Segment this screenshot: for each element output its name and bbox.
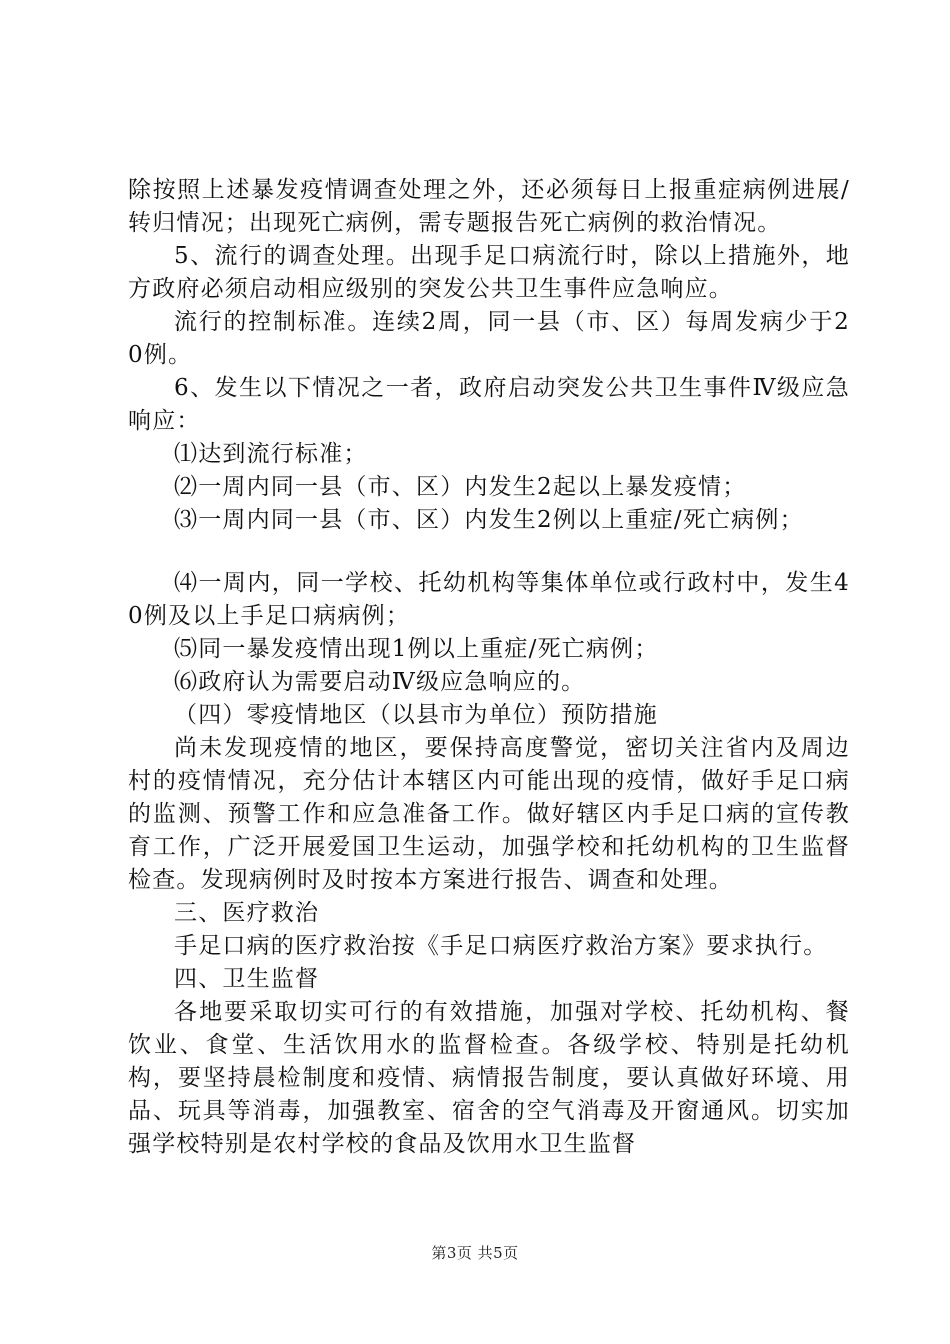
section-heading: （四）零疫情地区（以县市为单位）预防措施 [174,702,658,728]
paragraph: 5、流行的调查处理。出现手足口病流行时，除以上措施外，地方政府必须启动相应级别的突发公共卫生事件应急响应。 [128,243,850,302]
paragraph: 流行的控制标准。连续2周，同一县（市、区）每周发病少于20例。 [128,309,850,368]
list-item: ⑷一周内，同一学校、托幼机构等集体单位或行政村中，发生40例及以上手足口病病例； [128,570,850,629]
page-number-footer: 第3页 共5页 [431,1244,519,1262]
section-heading: 三、医疗救治 [174,900,320,926]
list-item: ⑵一周内同一县（市、区）内发生2起以上暴发疫情； [174,474,747,500]
body-text [128,174,850,1161]
paragraph: 尚未发现疫情的地区，要保持高度警觉，密切关注省内及周边村的疫情情况，充分估计本辖区内可能出现的疫情，做好手足口病的监测、预警工作和应急准备工作。做好辖区内手足口病的宣传教育工作，广泛开展爱国卫生运动，加强学校和托幼机构的卫生监督检查。发现病例时及时按本方案进行报告、调查和处理。 [128,735,850,893]
list-item: ⑹政府认为需要启动Ⅳ级应急响应的。 [174,669,586,695]
paragraph: 除按照上述暴发疫情调查处理之外，还必须每日上报重症病例进展/转归情况；出现死亡病例，需专题报告死亡病例的救治情况。 [128,177,850,236]
paragraph: 各地要采取切实可行的有效措施，加强对学校、托幼机构、餐饮业、食堂、生活饮用水的监督检查。各级学校、特别是托幼机构，要坚持晨检制度和疫情、病情报告制度，要认真做好环境、用品、玩具等消毒，加强教室、宿舍的空气消毒及开窗通风。切实加强学校特别是农村学校的食品及饮用水卫生监督 [128,999,850,1157]
list-item: ⑴达到流行标准； [174,441,368,467]
section-heading: 四、卫生监督 [174,966,320,992]
list-item: ⑶一周内同一县（市、区）内发生2例以上重症/死亡病例； [174,507,804,533]
list-item: ⑸同一暴发疫情出现1例以上重症/死亡病例； [174,636,659,662]
paragraph: 手足口病的医疗救治按《手足口病医疗救治方案》要求执行。 [174,933,828,959]
paragraph: 6、发生以下情况之一者，政府启动突发公共卫生事件Ⅳ级应急响应： [128,375,850,434]
